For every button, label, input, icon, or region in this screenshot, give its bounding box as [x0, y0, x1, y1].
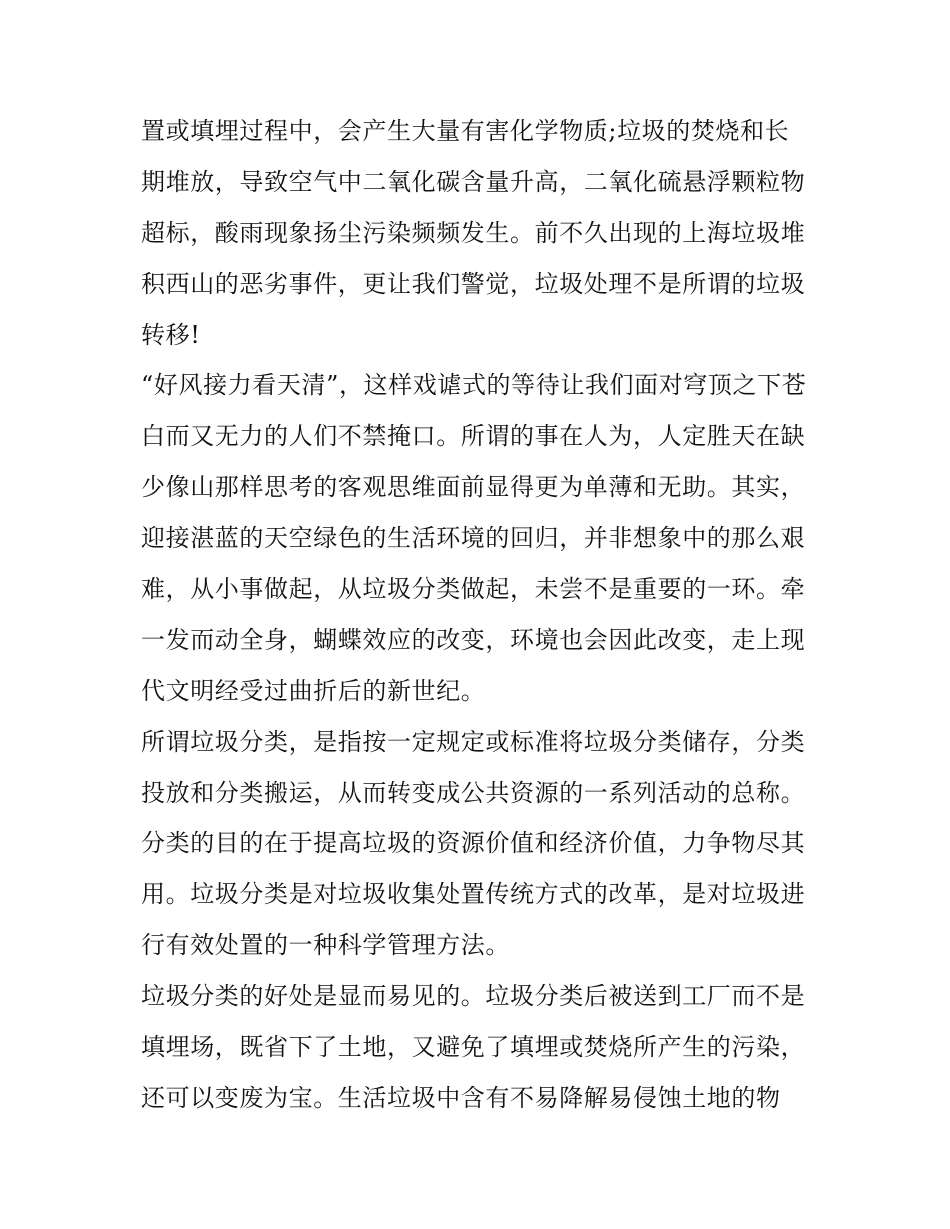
text-line: 少像山那样思考的客观思维面前显得更为单薄和无助。其实，: [141, 473, 806, 502]
text-line: 超标，酸雨现象扬尘污染频频发生。前不久出现的上海垃圾堆: [141, 218, 806, 247]
text-line: 积西山的恶劣事件，更让我们警觉，垃圾处理不是所谓的垃圾: [141, 269, 806, 298]
text-line: 所谓垃圾分类，是指按一定规定或标准将垃圾分类储存，分类: [141, 727, 806, 756]
text-line: “好风接力看天清”，这样戏谑式的等待让我们面对穹顶之下苍: [141, 371, 807, 400]
text-line: 置或填埋过程中，会产生大量有害化学物质;垃圾的焚烧和长: [141, 117, 790, 145]
text-line: 垃圾分类的好处是显而易见的。垃圾分类后被送到工厂而不是: [141, 982, 806, 1011]
text-line: 期堆放，导致空气中二氧化碳含量升高，二氧化硫悬浮颗粒物: [141, 167, 806, 196]
text-line: 代文明经受过曲折后的新世纪。: [141, 676, 486, 705]
text-line: 迎接湛蓝的天空绿色的生活环境的回归，并非想象中的那么艰: [141, 524, 806, 553]
text-line: 用。垃圾分类是对垃圾收集处置传统方式的改革，是对垃圾进: [141, 880, 806, 909]
text-line: 分类的目的在于提高垃圾的资源价值和经济价值，力争物尽其: [141, 829, 806, 858]
text-line: 填埋场，既省下了土地，又避免了填埋或焚烧所产生的污染，: [141, 1033, 806, 1062]
text-line: 一发而动全身，蝴蝶效应的改变，环境也会因此改变，走上现: [141, 625, 806, 654]
text-line: 还可以变废为宝。生活垃圾中含有不易降解易侵蚀土地的物: [141, 1083, 781, 1112]
text-line: 白而又无力的人们不禁掩口。所谓的事在人为，人定胜天在缺: [141, 422, 806, 451]
text-line: 行有效处置的一种科学管理方法。: [141, 931, 510, 960]
text-line: 转移!: [141, 320, 201, 349]
text-line: 投放和分类搬运，从而转变成公共资源的一系列活动的总称。: [141, 778, 806, 807]
text-line: 难，从小事做起，从垃圾分类做起，未尝不是重要的一环。牵: [141, 575, 806, 604]
body-text: [141, 106, 821, 1124]
